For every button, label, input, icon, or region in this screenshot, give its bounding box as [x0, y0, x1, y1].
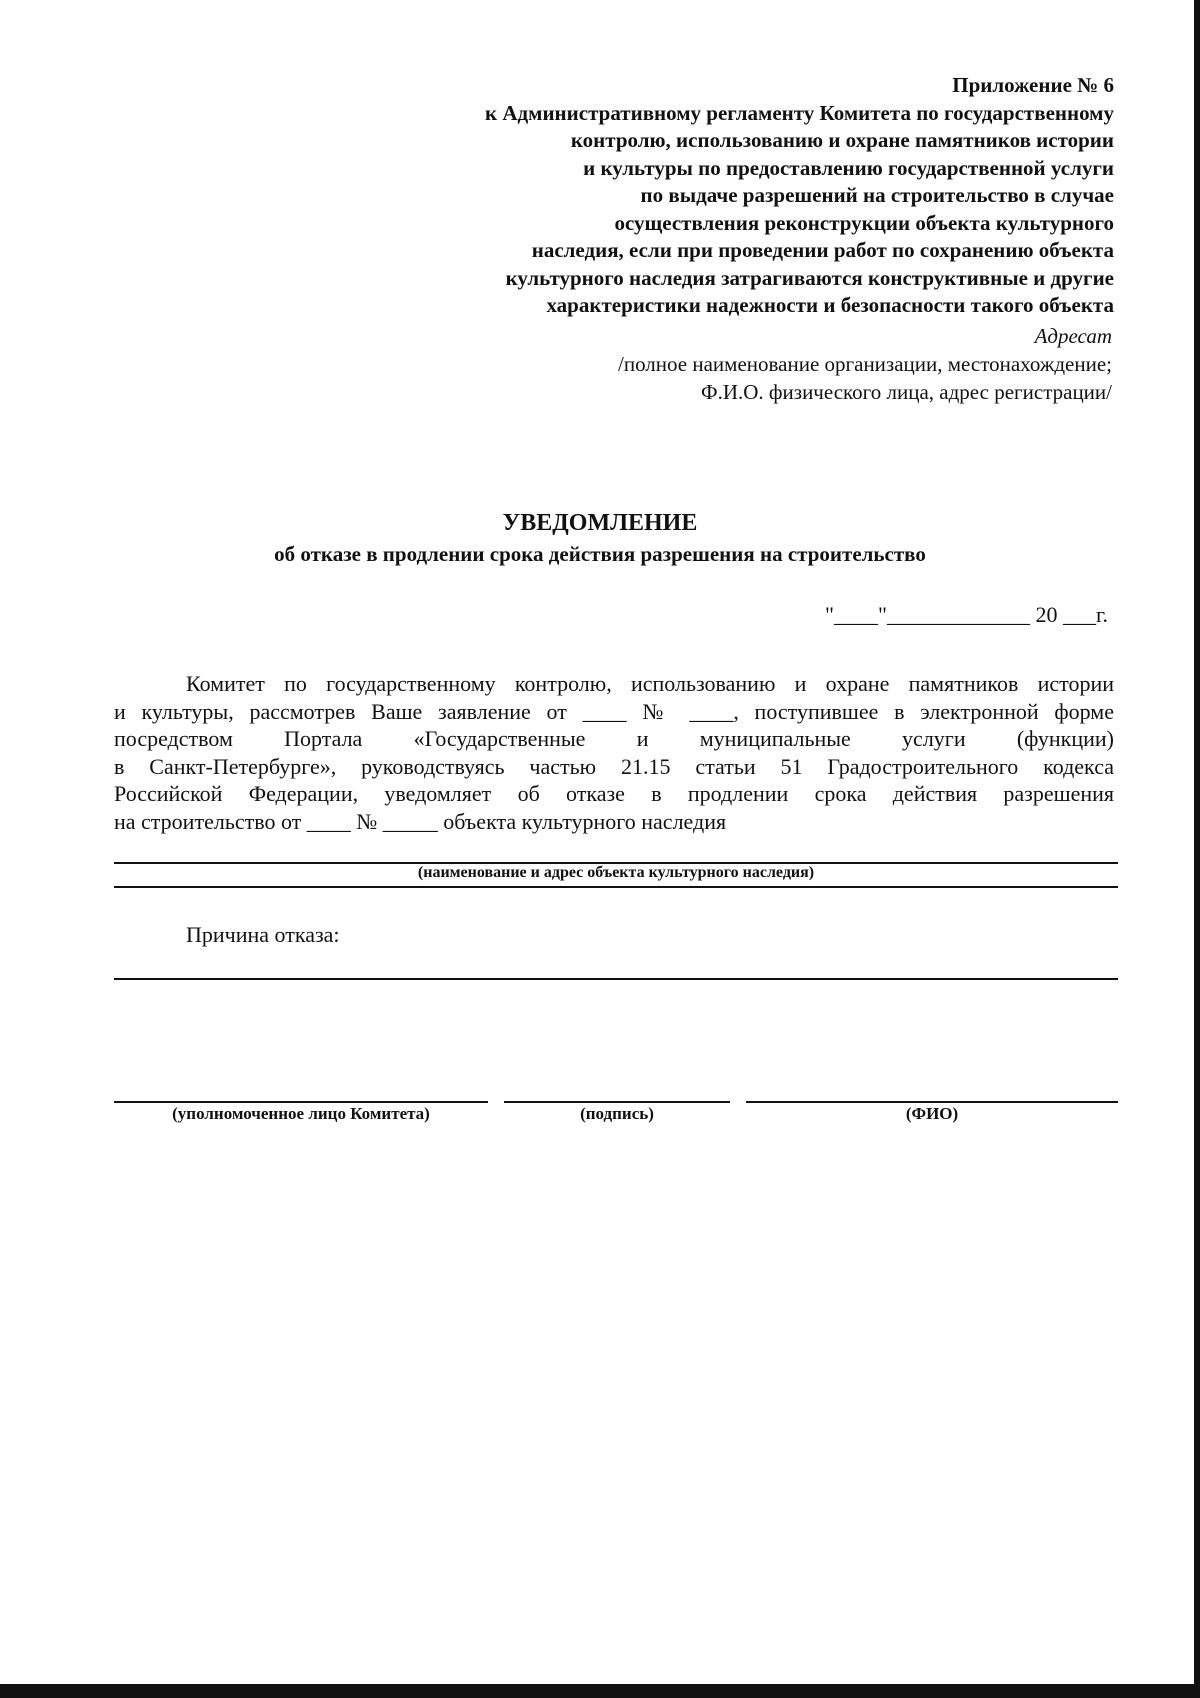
object-caption: (наименование и адрес объекта культурного наследия) — [417, 864, 815, 881]
appendix-header — [254, 72, 1114, 320]
header-line: наследия, если при проведении работ по сохранению объекта — [531, 238, 1114, 262]
document-subtitle: об отказе в продлении срока действия разрешения на строительство — [274, 542, 926, 566]
object-name-underline — [114, 886, 1118, 888]
notice-body — [114, 670, 1114, 835]
reason-label: Причина отказа: — [186, 922, 340, 947]
header-line: к Административному регламенту Комитета по государственному — [485, 100, 1114, 125]
document-title: УВЕДОМЛЕНИЕ — [502, 510, 698, 536]
addressee-block — [412, 322, 1112, 406]
name-signature-line — [746, 1101, 1118, 1103]
body-line: в Санкт-Петербурге», руководствуясь частью 21.15 статьи 51 Градостроительного кодекса — [114, 753, 1114, 779]
signature-line — [504, 1101, 730, 1103]
body-line: Комитет по государственному контролю, использованию и охране памятников истории — [186, 671, 1114, 696]
header-line: контролю, использованию и охране памятников истории — [570, 128, 1114, 152]
body-line: и культуры, рассмотрев Ваше заявление от ____ № ____, поступившее в электронной форме — [114, 698, 1114, 724]
official-signature-line — [114, 1101, 488, 1103]
scan-edge-right — [1194, 0, 1200, 1698]
date-field: "____"_____________ 20 ___г. — [824, 602, 1108, 627]
addressee-line: Ф.И.О. физического лица, адрес регистрации/ — [701, 380, 1112, 404]
header-line: и культуры по предоставлению государственной услуги — [583, 155, 1114, 180]
body-line: Российской Федерации, уведомляет об отказе в продлении срока действия разрешения — [114, 781, 1114, 806]
header-line: характеристики надежности и безопасности такого объекта — [546, 293, 1114, 317]
addressee-label: Адресат — [1034, 324, 1112, 348]
body-line: на строительство от ____ № _____ объекта культурного наследия — [114, 808, 727, 834]
signature-caption: (подпись) — [580, 1104, 654, 1123]
name-caption: (ФИО) — [905, 1104, 959, 1123]
header-line: по выдаче разрешений на строительство в случае — [640, 183, 1114, 207]
appendix-number: Приложение № 6 — [952, 73, 1114, 97]
reason-line — [114, 978, 1118, 980]
body-line: посредством Портала «Государственные и муниципальные услуги (функции) — [114, 726, 1114, 751]
scan-edge-bottom — [0, 1684, 1200, 1698]
header-line: культурного наследия затрагиваются конструктивные и другие — [505, 265, 1114, 290]
official-caption: (уполномоченное лицо Комитета) — [172, 1104, 430, 1123]
addressee-line: /полное наименование организации, местонахождение; — [618, 352, 1112, 376]
header-line: осуществления реконструкции объекта культурного — [614, 210, 1114, 235]
